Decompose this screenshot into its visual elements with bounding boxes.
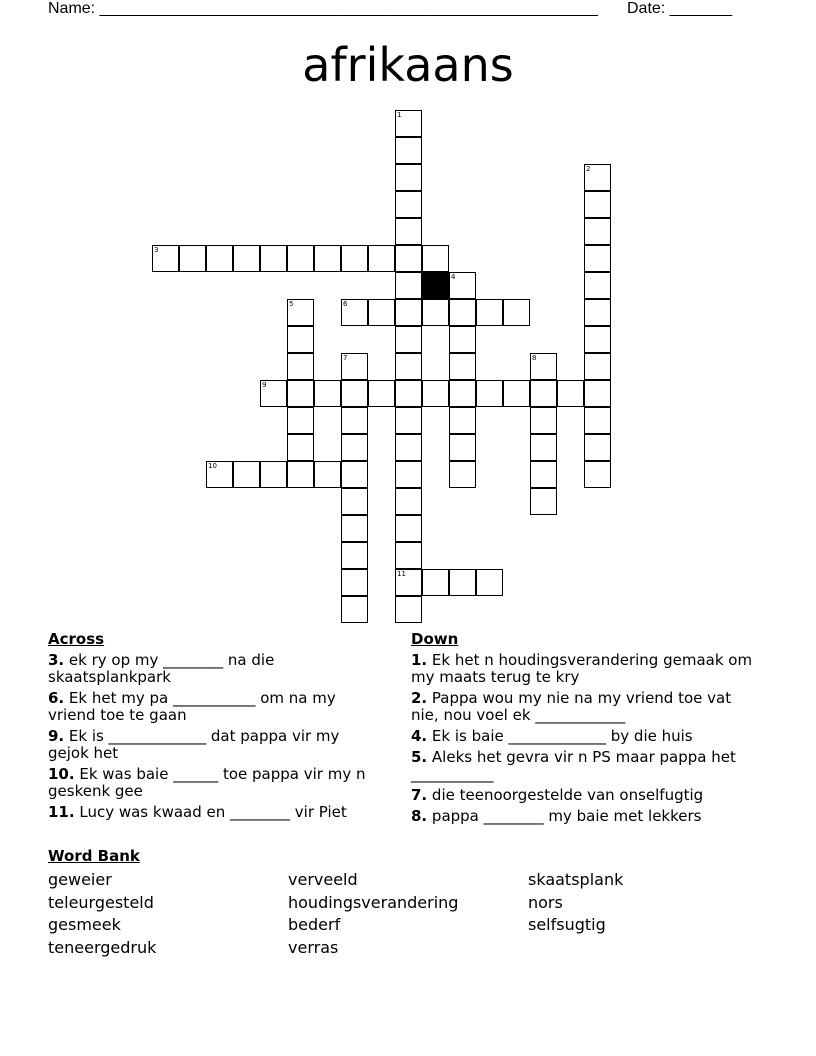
grid-cell[interactable]: [449, 272, 476, 299]
grid-cell[interactable]: [476, 569, 503, 596]
clue-number: 1.: [411, 651, 428, 669]
grid-cell[interactable]: [179, 245, 206, 272]
clue-number-label: 7: [343, 354, 348, 362]
clue-number: 3.: [48, 651, 65, 669]
grid-cell[interactable]: [395, 245, 422, 272]
grid-cell[interactable]: [395, 299, 422, 326]
grid-cell[interactable]: [287, 380, 314, 407]
clue-number: 2.: [411, 689, 428, 707]
grid-cell[interactable]: [395, 164, 422, 191]
grid-cell[interactable]: [341, 407, 368, 434]
down-clue: [411, 690, 761, 724]
clue-text: Ek was baie ______ toe pappa vir my n geskenk gee: [48, 765, 366, 800]
grid-cell[interactable]: [449, 407, 476, 434]
down-clues: [411, 631, 761, 829]
across-clue: [48, 804, 378, 821]
word-bank-word: gesmeek: [48, 915, 121, 934]
clue-text: Ek is baie _____________ by die huis: [431, 727, 693, 745]
word-bank-word: verras: [288, 937, 339, 957]
grid-cell[interactable]: [395, 461, 422, 488]
grid-cell[interactable]: [260, 461, 287, 488]
down-clue: [411, 652, 761, 686]
across-clue: [48, 728, 378, 762]
grid-cell[interactable]: [530, 461, 557, 488]
clue-number: 8.: [411, 807, 428, 825]
grid-cell[interactable]: [341, 299, 368, 326]
grid-cell[interactable]: [449, 380, 476, 407]
clue-number: 4.: [411, 727, 428, 745]
grid-cell[interactable]: [422, 380, 449, 407]
grid-cell[interactable]: [341, 461, 368, 488]
grid-cell[interactable]: [233, 461, 260, 488]
word-bank-word: teneergedruk: [48, 937, 157, 957]
grid-cell[interactable]: [584, 164, 611, 191]
clue-number-label: 3: [154, 246, 159, 254]
grid-cell[interactable]: [287, 299, 314, 326]
grid-cell[interactable]: [395, 569, 422, 596]
grid-cell[interactable]: [368, 245, 395, 272]
grid-cell[interactable]: [449, 461, 476, 488]
grid-cell[interactable]: [530, 434, 557, 461]
grid-cell[interactable]: [206, 461, 233, 488]
grid-cell[interactable]: [341, 353, 368, 380]
grid-cell[interactable]: [395, 434, 422, 461]
clue-number-label: 9: [262, 381, 267, 389]
clue-number-label: 2: [586, 165, 591, 173]
clue-text: die teenoorgestelde van onselfugtig: [431, 786, 704, 804]
grid-cell[interactable]: [260, 380, 287, 407]
clue-text: Ek het n houdingsverandering gemaak om my maats terug te kry: [411, 651, 753, 686]
clue-number: 5.: [411, 748, 428, 766]
grid-cell[interactable]: [584, 299, 611, 326]
grid-cell[interactable]: [449, 569, 476, 596]
word-bank-word: selfsugtig: [528, 915, 606, 934]
down-clue: [411, 749, 761, 783]
grid-cell[interactable]: [530, 488, 557, 515]
clue-text: ek ry op my ________ na die skaatsplankpark: [48, 651, 275, 686]
grid-cell[interactable]: [368, 299, 395, 326]
grid-cell[interactable]: [341, 245, 368, 272]
clue-number: 6.: [48, 689, 65, 707]
grid-cell[interactable]: [503, 380, 530, 407]
grid-cell[interactable]: [557, 380, 584, 407]
grid-cell[interactable]: [368, 380, 395, 407]
grid-cell[interactable]: [503, 299, 530, 326]
grid-cell[interactable]: [395, 542, 422, 569]
grid-cell[interactable]: [287, 461, 314, 488]
grid-cell[interactable]: [341, 515, 368, 542]
grid-cell[interactable]: [395, 596, 422, 623]
grid-cell[interactable]: [395, 407, 422, 434]
grid-cell[interactable]: [152, 245, 179, 272]
clue-number-label: 1: [397, 111, 402, 119]
across-clue: [48, 652, 378, 686]
grid-cell[interactable]: [341, 596, 368, 623]
grid-cell[interactable]: [341, 569, 368, 596]
clue-number-label: 6: [343, 300, 348, 308]
clue-number-label: 10: [208, 462, 217, 470]
word-bank-column-1: [48, 869, 156, 959]
grid-cell[interactable]: [314, 461, 341, 488]
across-clue: [48, 766, 378, 800]
grid-cell[interactable]: [287, 326, 314, 353]
word-bank-word: nors: [528, 892, 563, 912]
grid-cell[interactable]: [584, 245, 611, 272]
down-clue: [411, 787, 761, 804]
grid-cell[interactable]: [341, 488, 368, 515]
grid-cell[interactable]: [476, 380, 503, 407]
clue-number: 9.: [48, 727, 65, 745]
grid-cell[interactable]: [314, 380, 341, 407]
across-heading: Across: [48, 630, 105, 648]
word-bank-word: teleurgesteld: [48, 892, 154, 912]
grid-cell[interactable]: [395, 191, 422, 218]
clue-text: Ek het my pa ___________ om na my vriend toe te gaan: [48, 689, 336, 724]
grid-cell[interactable]: [530, 380, 557, 407]
word-bank-word: bederf: [288, 915, 341, 934]
grid-cell[interactable]: [341, 380, 368, 407]
grid-cell[interactable]: [584, 353, 611, 380]
grid-cell[interactable]: [449, 434, 476, 461]
across-clues: [48, 631, 378, 825]
across-clue: [48, 690, 378, 724]
grid-cell[interactable]: [422, 299, 449, 326]
grid-cell[interactable]: [584, 380, 611, 407]
clue-number: 7.: [411, 786, 428, 804]
grid-cell[interactable]: [584, 407, 611, 434]
grid-cell[interactable]: [395, 218, 422, 245]
grid-cell[interactable]: [449, 326, 476, 353]
grid-cell[interactable]: [584, 218, 611, 245]
word-bank-column-3: [528, 869, 623, 937]
grid-cell[interactable]: [476, 299, 503, 326]
grid-cell[interactable]: [530, 353, 557, 380]
word-bank-word: skaatsplank: [528, 870, 624, 889]
grid-cell[interactable]: [260, 245, 287, 272]
grid-cell[interactable]: [449, 353, 476, 380]
grid-cell[interactable]: [395, 272, 422, 299]
grid-cell[interactable]: [584, 434, 611, 461]
name-field[interactable]: Name: ________________________________________________________: [48, 0, 598, 17]
clue-text: pappa ________ my baie met lekkers: [431, 807, 702, 825]
grid-cell[interactable]: [530, 407, 557, 434]
clue-number-label: 11: [397, 570, 406, 578]
down-heading: Down: [411, 630, 459, 648]
grid-cell[interactable]: [584, 272, 611, 299]
word-bank-word: geweier: [48, 870, 112, 889]
down-clue: [411, 808, 761, 825]
grid-cell[interactable]: [395, 353, 422, 380]
grid-cell[interactable]: [341, 542, 368, 569]
grid-cell[interactable]: [395, 515, 422, 542]
grid-cell[interactable]: [584, 191, 611, 218]
date-field[interactable]: Date: _______: [627, 0, 732, 17]
grid-cell[interactable]: [422, 569, 449, 596]
grid-cell[interactable]: [395, 488, 422, 515]
clue-number-label: 8: [532, 354, 537, 362]
grid-cell[interactable]: [287, 353, 314, 380]
grid-cell[interactable]: [449, 299, 476, 326]
clue-number-label: 4: [451, 273, 456, 281]
grid-cell[interactable]: [422, 245, 449, 272]
page-title: afrikaans: [302, 38, 514, 92]
clue-text: Lucy was kwaad en ________ vir Piet: [79, 803, 347, 821]
clue-number: 11.: [48, 803, 75, 821]
grid-cell[interactable]: [395, 380, 422, 407]
grid-cell[interactable]: [584, 461, 611, 488]
grid-cell[interactable]: [287, 407, 314, 434]
grid-cell[interactable]: [341, 434, 368, 461]
clue-text: Ek is _____________ dat pappa vir my gejok het: [48, 727, 340, 762]
word-bank-word: houdingsverandering: [288, 892, 459, 912]
clue-number-label: 5: [289, 300, 294, 308]
down-clue: [411, 728, 761, 745]
word-bank-word: verveeld: [288, 870, 358, 889]
grid-cell[interactable]: [233, 245, 260, 272]
word-bank-heading: Word Bank: [48, 847, 140, 865]
grid-cell[interactable]: [395, 326, 422, 353]
grid-cell[interactable]: [395, 110, 422, 137]
grid-cell[interactable]: [584, 326, 611, 353]
grid-cell[interactable]: [287, 245, 314, 272]
grid-cell[interactable]: [395, 137, 422, 164]
clue-text: Pappa wou my nie na my vriend toe vat nie, nou voel ek ____________: [411, 689, 732, 724]
grid-cell[interactable]: [314, 245, 341, 272]
clue-text: Aleks het gevra vir n PS maar pappa het ___________: [411, 748, 736, 783]
word-bank-column-2: [288, 869, 458, 959]
grid-cell[interactable]: [206, 245, 233, 272]
grid-cell[interactable]: [287, 434, 314, 461]
clue-number: 10.: [48, 765, 75, 783]
grid-block: [422, 272, 449, 299]
